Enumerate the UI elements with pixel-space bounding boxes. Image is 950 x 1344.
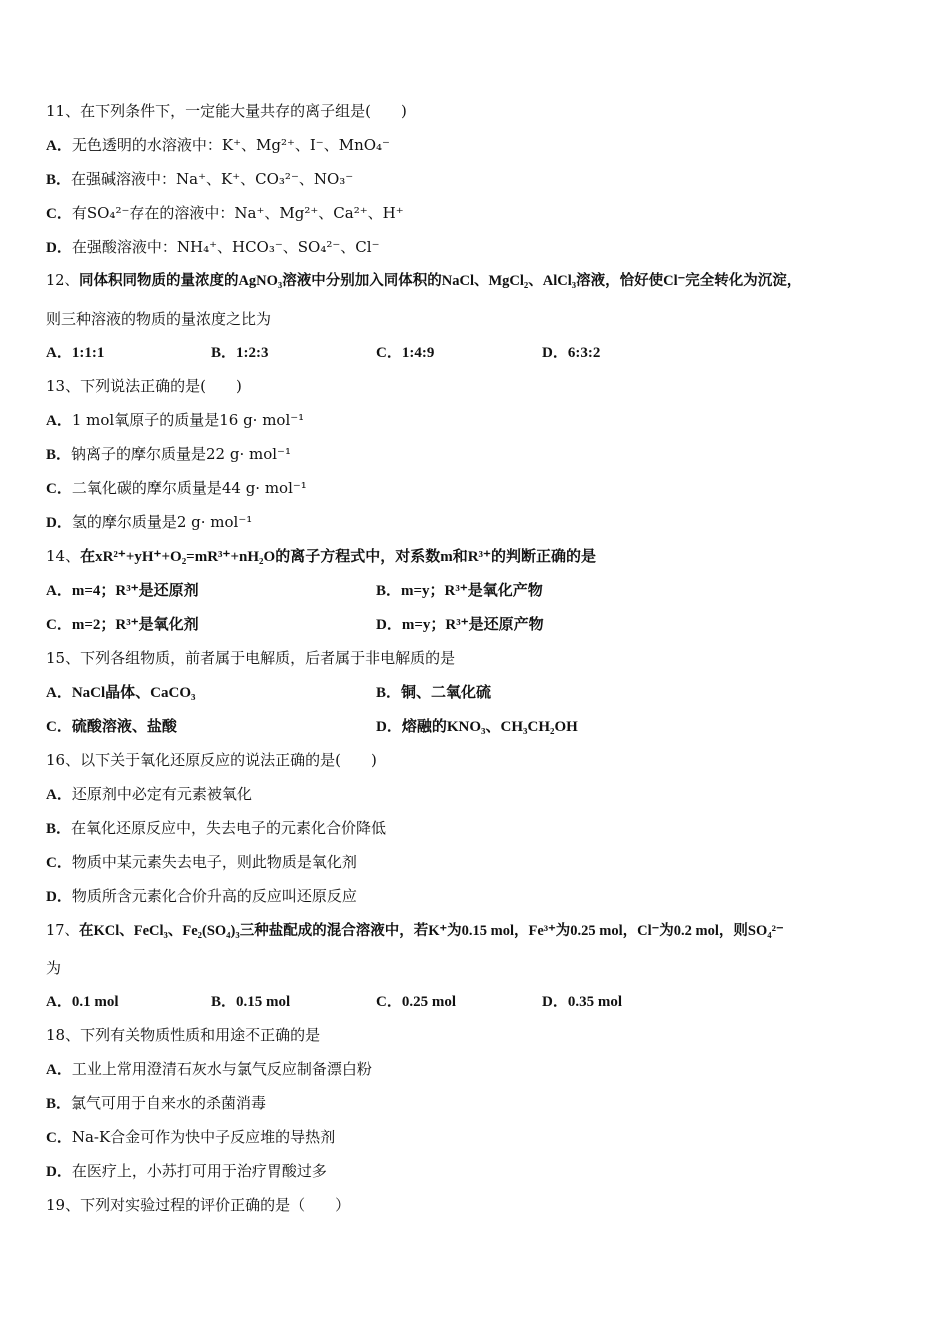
q15-option-b: B．铜、二氧化硫 xyxy=(376,685,492,701)
q17-option-b: B．0.15 mol xyxy=(211,994,291,1010)
q16-option-d: D．物质所含元素化合价升高的反应叫还原反应 xyxy=(46,887,357,905)
q11-option-d xyxy=(46,237,380,258)
q14-option-c: C．m=2；R³⁺是氧化剂 xyxy=(46,617,199,633)
option-label: C． xyxy=(46,206,72,222)
option-prefix: 在强酸溶液中： xyxy=(71,238,177,256)
option-ions: K⁺、Mg²⁺、I⁻、MnO₄⁻ xyxy=(221,136,390,154)
q13-option-a: A．1 mol氧原子的质量是16 g· mol⁻¹ xyxy=(46,411,305,429)
q13-option-d: D．氢的摩尔质量是2 g· mol⁻¹ xyxy=(46,513,253,531)
q17-stem-line2: 为 xyxy=(46,959,62,977)
q14-stem xyxy=(46,546,596,567)
q18-option-c: C．Na-K合金可作为快中子反应堆的导热剂 xyxy=(46,1128,336,1146)
q13-option-c: C．二氧化碳的摩尔质量是44 g· mol⁻¹ xyxy=(46,479,307,497)
q15-option-c: C．硫酸溶液、盐酸 xyxy=(46,719,177,735)
q11-option-a xyxy=(46,135,390,156)
q16-option-a: A．还原剂中必定有元素被氧化 xyxy=(46,785,252,803)
q16-option-c: C．物质中某元素失去电子，则此物质是氧化剂 xyxy=(46,853,357,871)
option-ions: Na⁺、Mg²⁺、Ca²⁺、H⁺ xyxy=(234,204,404,222)
q14-option-d: D．m=y；R³⁺是还原产物 xyxy=(376,617,544,633)
q12-option-a: A．1:1:1 xyxy=(46,345,105,361)
option-middle: 存在的溶液中： xyxy=(129,204,235,222)
q12-option-b: B．1:2:3 xyxy=(211,345,269,361)
q18-stem: 18、下列有关物质性质和用途不正确的是 xyxy=(46,1026,321,1044)
question-number: 12、 xyxy=(46,273,79,289)
q17-stem-text: 在KCl、FeCl₃、Fe₂(SO₄)₃三种盐配成的混合溶液中，若K⁺为0.15 mol，Fe³⁺为0.25 mol，Cl⁻为0.2 mol，则SO₄²⁻ xyxy=(78,923,784,939)
q13-option-b: B．钠离子的摩尔质量是22 g· mol⁻¹ xyxy=(46,445,291,463)
option-ions: NH₄⁺、HCO₃⁻、SO₄²⁻、Cl⁻ xyxy=(176,238,380,256)
q15-option-a: A．NaCl晶体、CaCO₃ xyxy=(46,685,196,701)
q11-stem: 11、在下列条件下，一定能大量共存的离子组是( ) xyxy=(46,102,407,120)
option-label: A． xyxy=(46,138,72,154)
option-label: B． xyxy=(46,172,72,188)
q18-option-a: A．工业上常用澄清石灰水与氯气反应制备漂白粉 xyxy=(46,1060,372,1078)
option-ions: Na⁺、K⁺、CO₃²⁻、NO₃⁻ xyxy=(176,170,354,188)
option-prefix: 无色透明的水溶液中： xyxy=(71,136,222,154)
q17-option-c: C．0.25 mol xyxy=(376,994,457,1010)
q12-option-d: D．6:3:2 xyxy=(542,345,601,361)
q15-stem: 15、下列各组物质，前者属于电解质，后者属于非电解质的是 xyxy=(46,649,456,667)
option-prefix: 有 xyxy=(71,204,87,222)
q12-stem-text: 同体积同物质的量浓度的AgNO₃溶液中分别加入同体积的NaCl、MgCl₂、AlCl₃溶液，恰好使Cl⁻完全转化为沉淀， xyxy=(78,273,802,289)
q15-option-d: D．熔融的KNO₃、CH₃CH₂OH xyxy=(376,719,578,735)
q17-option-d: D．0.35 mol xyxy=(542,994,623,1010)
q18-option-b: B．氯气可用于自来水的杀菌消毒 xyxy=(46,1094,267,1112)
q17-option-a: A．0.1 mol xyxy=(46,994,119,1010)
q14-option-b: B．m=y；R³⁺是氧化产物 xyxy=(376,583,543,599)
question-number: 17、 xyxy=(46,923,79,939)
q11-option-c xyxy=(46,203,404,224)
q14-option-a: A．m=4；R³⁺是还原剂 xyxy=(46,583,199,599)
q12-option-c: C．1:4:9 xyxy=(376,345,435,361)
option-prefix: 在强碱溶液中： xyxy=(71,170,177,188)
option-label: D． xyxy=(46,240,72,256)
q16-stem: 16、以下关于氧化还原反应的说法正确的是( ) xyxy=(46,751,377,769)
question-number: 14、 xyxy=(46,547,81,565)
q16-option-b: B．在氧化还原反应中，失去电子的元素化合价降低 xyxy=(46,819,387,837)
q11-option-b xyxy=(46,169,353,190)
q19-stem: 19、下列对实验过程的评价正确的是（ ） xyxy=(46,1196,351,1214)
q12-stem-line2: 则三种溶液的物质的量浓度之比为 xyxy=(46,310,272,328)
q14-stem-text: 在xR²⁺+yH⁺+O₂=mR³⁺+nH₂O的离子方程式中，对系数m和R³⁺的判断正确的是 xyxy=(80,549,596,565)
q17-stem-line1 xyxy=(46,921,784,941)
q12-stem-line1 xyxy=(46,271,801,291)
option-sulfate: SO₄²⁻ xyxy=(86,204,130,222)
q13-stem: 13、下列说法正确的是( ) xyxy=(46,377,242,395)
q18-option-d: D．在医疗上，小苏打可用于治疗胃酸过多 xyxy=(46,1162,327,1180)
